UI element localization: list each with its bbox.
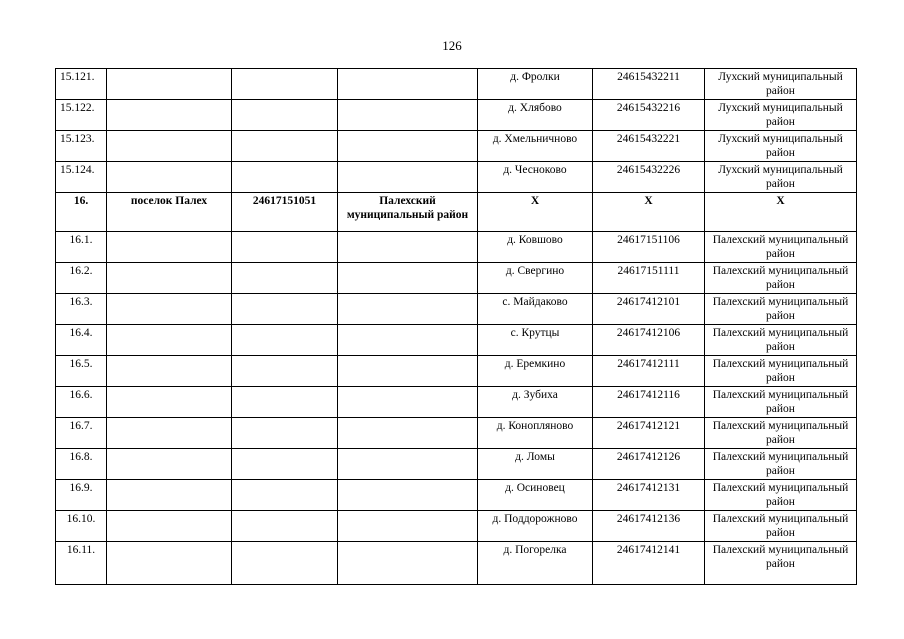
settlement-name: д. Свергино: [478, 263, 593, 294]
empty-cell: [232, 294, 338, 325]
district-name: Лухский муниципальный район: [705, 69, 857, 100]
settlement-name: с. Крутцы: [478, 325, 593, 356]
oktmo-code: 24615432221: [593, 131, 705, 162]
group-row: [56, 193, 857, 232]
empty-cell: [338, 263, 478, 294]
empty-cell: [232, 325, 338, 356]
district-name: Палехский муниципальный район: [705, 480, 857, 511]
empty-cell: [107, 511, 232, 542]
row-number: 16.1.: [56, 232, 107, 263]
group-name: поселок Палех: [107, 193, 232, 232]
empty-cell: [107, 325, 232, 356]
row-number: 15.121.: [56, 69, 107, 100]
empty-cell: [107, 356, 232, 387]
oktmo-code: 24617412101: [593, 294, 705, 325]
table-row: [56, 162, 857, 193]
oktmo-code: 24615432211: [593, 69, 705, 100]
empty-cell: [338, 542, 478, 585]
empty-cell: [338, 162, 478, 193]
oktmo-code: 24617412106: [593, 325, 705, 356]
settlement-name: с. Майдаково: [478, 294, 593, 325]
group-number: 16.: [56, 193, 107, 232]
settlement-name: д. Ковшово: [478, 232, 593, 263]
row-number: 16.4.: [56, 325, 107, 356]
row-number: 16.11.: [56, 542, 107, 585]
settlement-name: д. Погорелка: [478, 542, 593, 585]
oktmo-code: 24617151106: [593, 232, 705, 263]
empty-cell: [232, 232, 338, 263]
group-col7: Х: [705, 193, 857, 232]
empty-cell: [232, 100, 338, 131]
empty-cell: [232, 480, 338, 511]
district-name: Палехский муниципальный район: [705, 294, 857, 325]
district-name: Палехский муниципальный район: [705, 356, 857, 387]
empty-cell: [338, 449, 478, 480]
empty-cell: [338, 131, 478, 162]
table-row: [56, 131, 857, 162]
empty-cell: [232, 131, 338, 162]
district-name: Палехский муниципальный район: [705, 418, 857, 449]
settlement-name: д. Ломы: [478, 449, 593, 480]
settlement-name: д. Поддорожново: [478, 511, 593, 542]
district-name: Палехский муниципальный район: [705, 387, 857, 418]
oktmo-code: 24617412136: [593, 511, 705, 542]
empty-cell: [338, 294, 478, 325]
settlement-name: д. Зубиха: [478, 387, 593, 418]
district-name: Палехский муниципальный район: [705, 263, 857, 294]
settlement-name: д. Чесноково: [478, 162, 593, 193]
empty-cell: [338, 100, 478, 131]
group-code: 24617151051: [232, 193, 338, 232]
empty-cell: [232, 511, 338, 542]
oktmo-code: 24617412121: [593, 418, 705, 449]
empty-cell: [107, 162, 232, 193]
page-number: 126: [442, 38, 462, 53]
empty-cell: [107, 418, 232, 449]
empty-cell: [232, 418, 338, 449]
table-row: [56, 387, 857, 418]
settlement-name: д. Еремкино: [478, 356, 593, 387]
empty-cell: [232, 387, 338, 418]
empty-cell: [107, 480, 232, 511]
empty-cell: [232, 449, 338, 480]
row-number: 15.124.: [56, 162, 107, 193]
empty-cell: [338, 69, 478, 100]
group-col5: Х: [478, 193, 593, 232]
empty-cell: [338, 356, 478, 387]
empty-cell: [338, 418, 478, 449]
empty-cell: [232, 162, 338, 193]
settlement-name: д. Хмельничново: [478, 131, 593, 162]
oktmo-code: 24617412116: [593, 387, 705, 418]
district-name: Лухский муниципальный район: [705, 100, 857, 131]
row-number: 16.3.: [56, 294, 107, 325]
table-row: [56, 232, 857, 263]
table-row: [56, 480, 857, 511]
table-row: [56, 418, 857, 449]
oktmo-code: 24617151111: [593, 263, 705, 294]
empty-cell: [107, 542, 232, 585]
district-name: Лухский муниципальный район: [705, 162, 857, 193]
group-col6: Х: [593, 193, 705, 232]
settlement-name: д. Хлябово: [478, 100, 593, 131]
oktmo-code: 24617412141: [593, 542, 705, 585]
district-name: Лухский муниципальный район: [705, 131, 857, 162]
table-row: [56, 449, 857, 480]
settlement-name: д. Конопляново: [478, 418, 593, 449]
oktmo-code: 24617412126: [593, 449, 705, 480]
table-row: [56, 100, 857, 131]
empty-cell: [107, 232, 232, 263]
empty-cell: [232, 69, 338, 100]
table-row: [56, 356, 857, 387]
row-number: 16.10.: [56, 511, 107, 542]
empty-cell: [107, 131, 232, 162]
district-name: Палехский муниципальный район: [705, 449, 857, 480]
empty-cell: [338, 325, 478, 356]
empty-cell: [232, 356, 338, 387]
table-row: [56, 542, 857, 585]
table-row: [56, 69, 857, 100]
row-number: 15.122.: [56, 100, 107, 131]
district-name: Палехский муниципальный район: [705, 542, 857, 585]
district-name: Палехский муниципальный район: [705, 325, 857, 356]
table-row: [56, 325, 857, 356]
oktmo-code: 24615432226: [593, 162, 705, 193]
district-name: Палехский муниципальный район: [705, 232, 857, 263]
empty-cell: [107, 294, 232, 325]
settlement-name: д. Фролки: [478, 69, 593, 100]
empty-cell: [232, 542, 338, 585]
empty-cell: [107, 100, 232, 131]
row-number: 16.6.: [56, 387, 107, 418]
empty-cell: [107, 69, 232, 100]
empty-cell: [107, 449, 232, 480]
oktmo-code: 24617412131: [593, 480, 705, 511]
table-row: [56, 294, 857, 325]
table-row: [56, 263, 857, 294]
row-number: 16.7.: [56, 418, 107, 449]
oktmo-code: 24617412111: [593, 356, 705, 387]
district-name: Палехский муниципальный район: [705, 511, 857, 542]
row-number: 16.9.: [56, 480, 107, 511]
empty-cell: [107, 263, 232, 294]
empty-cell: [232, 263, 338, 294]
settlement-registry-table: [55, 68, 857, 585]
empty-cell: [338, 511, 478, 542]
row-number: 16.2.: [56, 263, 107, 294]
row-number: 15.123.: [56, 131, 107, 162]
settlement-name: д. Осиновец: [478, 480, 593, 511]
table-row: [56, 511, 857, 542]
oktmo-code: 24615432216: [593, 100, 705, 131]
group-district: Палехский муниципальный район: [338, 193, 478, 232]
table-body: [56, 69, 857, 585]
empty-cell: [107, 387, 232, 418]
empty-cell: [338, 480, 478, 511]
empty-cell: [338, 387, 478, 418]
empty-cell: [338, 232, 478, 263]
row-number: 16.5.: [56, 356, 107, 387]
row-number: 16.8.: [56, 449, 107, 480]
